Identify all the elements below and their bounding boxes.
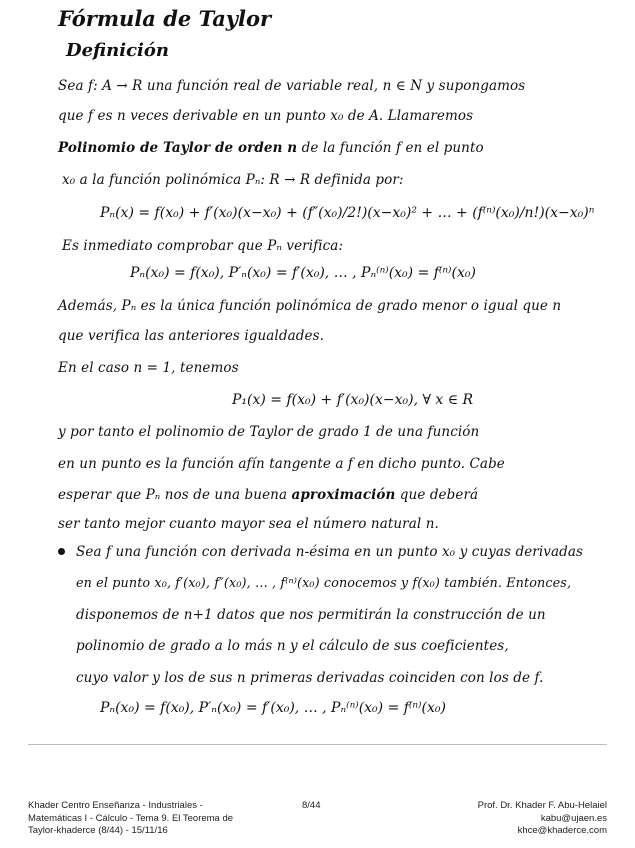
taylor-polynomial-term: Polinomio de Taylor de orden n (58, 140, 298, 156)
author-email-2: khce@khaderce.com (517, 825, 607, 836)
bullet-point-icon (58, 548, 65, 555)
uniqueness-line-2: que verifica las anteriores igualdades. (58, 328, 324, 344)
footer-divider (28, 744, 607, 745)
case-n1-intro: En el caso n = 1, tenemos (58, 360, 239, 376)
bullet-line-5: cuyo valor y los de sus n primeras derivadas coinciden con los de f. (76, 670, 544, 686)
footer-left-line-2: Matemáticas I - Cálculo - Tema 9. El Teorema de (28, 812, 234, 824)
bullet-line-1: Sea f una función con derivada n-ésima en un punto x₀ y cuyas derivadas (76, 544, 584, 560)
page-title: Fórmula de Taylor (58, 6, 272, 31)
tangent-line-3-pre: esperar que Pₙ nos de una buena (58, 487, 292, 503)
definition-line-1: Sea f: A → R una función real de variable real, n ∈ N y supongamos (58, 78, 526, 94)
definition-line-3 (58, 140, 484, 156)
section-heading: Definición (66, 40, 169, 61)
tangent-line-4: ser tanto mejor cuanto mayor sea el número natural n. (58, 516, 439, 532)
tangent-line-1: y por tanto el polinomio de Taylor de grado 1 de una función (58, 424, 480, 440)
page-number: 8/44 (302, 800, 321, 811)
author-name: Prof. Dr. Khader F. Abu-Helaiel (477, 800, 607, 811)
tangent-line-2: en un punto es la función afín tangente a f en dicho punto. Cabe (58, 456, 505, 472)
definition-line-2: que f es n veces derivable en un punto x₀ de A. Llamaremos (58, 108, 474, 124)
bullet-line-2: en el punto x₀, f′(x₀), f″(x₀), … , f⁽ⁿ⁾(x₀) conocemos y f(x₀) también. Entonces, (76, 576, 572, 591)
definition-line-3-rest: de la función f en el punto (297, 140, 484, 156)
verification-intro: Es inmediato comprobar que Pₙ verifica: (62, 238, 344, 254)
bullet-line-4: polinomio de grado a lo más n y el cálculo de sus coeficientes, (76, 638, 509, 654)
taylor-polynomial-formula: Pₙ(x) = f(x₀) + f′(x₀)(x−x₀) + (f″(x₀)/2!)(x−x₀)² + … + (f⁽ⁿ⁾(x₀)/n!)(x−x₀)ⁿ (100, 205, 595, 221)
footer-left-line-3: Taylor-khaderce (8/44) - 15/11/16 (28, 825, 168, 836)
derivative-equalities: Pₙ(x₀) = f(x₀), P′ₙ(x₀) = f′(x₀), … , Pₙ⁽ⁿ⁾(x₀) = f⁽ⁿ⁾(x₀) (130, 265, 476, 281)
uniqueness-line-1: Además, Pₙ es la única función polinómica de grado menor o igual que n (58, 298, 562, 314)
bullet-line-3: disponemos de n+1 datos que nos permitirán la construcción de un (76, 607, 546, 623)
tangent-line-3 (58, 487, 478, 503)
footer-left-line-1: Khader Centro Enseñanza - Industriales - (28, 800, 203, 811)
approximation-term: aproximación (291, 487, 396, 503)
bullet-equalities: Pₙ(x₀) = f(x₀), P′ₙ(x₀) = f′(x₀), … , Pₙ⁽ⁿ⁾(x₀) = f⁽ⁿ⁾(x₀) (100, 700, 446, 716)
author-email-1: kabu@ujaen.es (540, 812, 607, 824)
first-order-formula: P₁(x) = f(x₀) + f′(x₀)(x−x₀), ∀ x ∈ R (232, 392, 474, 408)
definition-line-4: x₀ a la función polinómica Pₙ: R → R definida por: (62, 172, 404, 188)
tangent-line-3-post: que deberá (395, 487, 479, 503)
footer-right (478, 800, 607, 838)
footer-left (28, 800, 233, 838)
